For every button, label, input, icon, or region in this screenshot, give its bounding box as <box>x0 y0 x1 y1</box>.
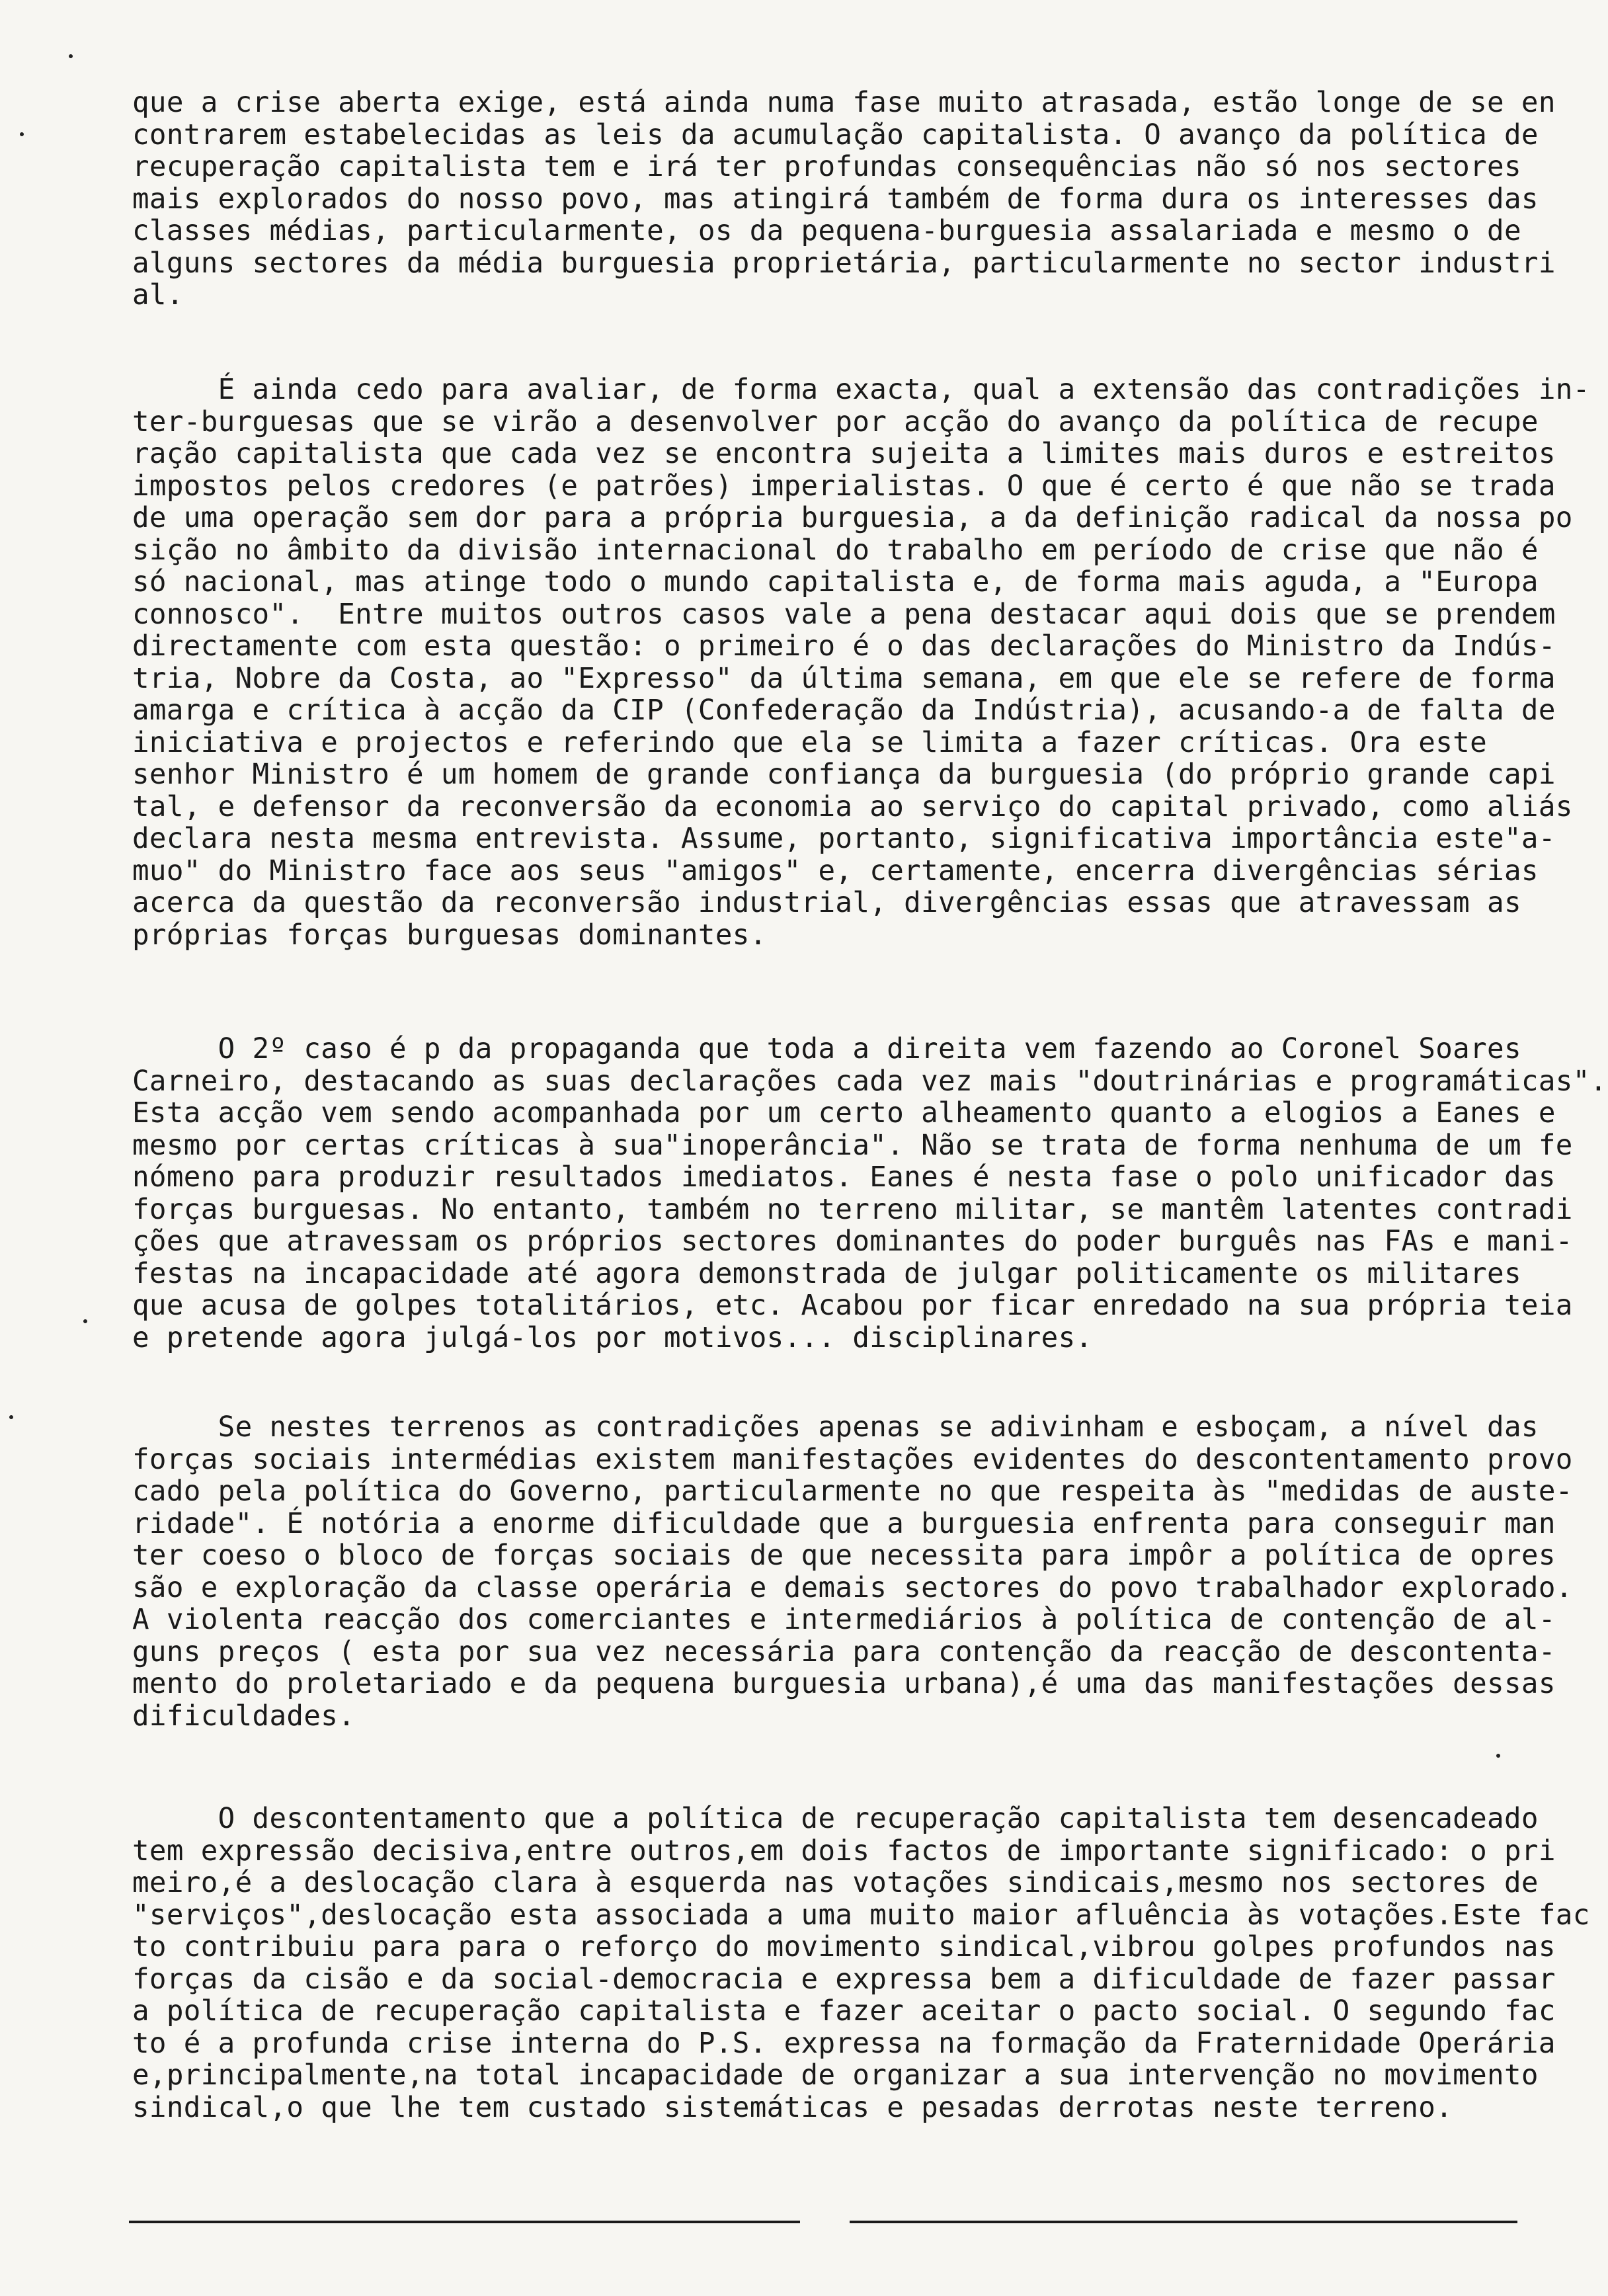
scan-speck <box>83 1319 87 1323</box>
text-line: to contribuiu para para o reforço do movimento sindical,vibrou golpes profundos nas <box>132 1931 1556 1963</box>
text-line: próprias forças burguesas dominantes. <box>132 919 767 952</box>
scan-speck <box>9 1415 13 1419</box>
text-line: ções que atravessam os próprios sectores dominantes do poder burguês nas FAs e mani- <box>132 1225 1573 1258</box>
paragraph-1 <box>132 87 1556 312</box>
text-line: a política de recuperação capitalista e fazer aceitar o pacto social. O segundo fac <box>132 1995 1556 2028</box>
text-line: tria, Nobre da Costa, ao "Expresso" da última semana, em que ele se refere de forma <box>132 662 1556 695</box>
text-line: Esta acção vem sendo acompanhada por um certo alheamento quanto a elogios a Eanes e <box>132 1097 1556 1129</box>
text-line: alguns sectores da média burguesia proprietária, particularmente no sector industri <box>132 247 1556 280</box>
text-line: nómeno para produzir resultados imediatos. Eanes é nesta fase o polo unificador das <box>132 1161 1556 1194</box>
text-line: forças burguesas. No entanto, também no terreno militar, se mantêm latentes contradi <box>132 1193 1573 1226</box>
text-line: de uma operação sem dor para a própria burguesia, a da definição radical da nossa po <box>132 502 1573 534</box>
text-line: cado pela política do Governo, particularmente no que respeita às "medidas de auste- <box>132 1475 1573 1508</box>
text-line: to é a profunda crise interna do P.S. expressa na formação da Fraternidade Operária <box>132 2027 1556 2060</box>
text-line: amarga e crítica à acção da CIP (Confederação da Indústria), acusando-a de falta de <box>132 694 1556 727</box>
text-line: sição no âmbito da divisão internacional do trabalho em período de crise que não é <box>132 534 1539 567</box>
text-line: ter-burguesas que se virão a desenvolver por acção do avanço da política de recupe <box>132 405 1539 438</box>
text-line: impostos pelos credores (e patrões) imperialistas. O que é certo é que não se trada <box>132 470 1556 503</box>
text-line: tem expressão decisiva,entre outros,em dois factos de importante significado: o pri <box>132 1834 1556 1867</box>
text-line: guns preços ( esta por sua vez necessária para contenção da reacção de descontenta- <box>132 1635 1556 1668</box>
text-line: forças sociais intermédias existem manifestações evidentes do descontentamento provo <box>132 1443 1573 1476</box>
scan-speck <box>69 54 73 58</box>
text-line: directamente com esta questão: o primeiro é o das declarações do Ministro da Indús- <box>132 630 1556 663</box>
text-line: mais explorados do nosso povo, mas atingirá também de forma dura os interesses das <box>132 183 1539 216</box>
closing-rule-left <box>129 2221 800 2223</box>
text-line: festas na incapacidade até agora demonstrada de julgar politicamente os militares <box>132 1257 1521 1290</box>
text-line: Carneiro, destacando as suas declarações cada vez mais "doutrinárias e programáticas". <box>132 1065 1607 1098</box>
text-line: recuperação capitalista tem e irá ter profundas consequências não só nos sectores <box>132 151 1521 183</box>
paragraph-2 <box>132 374 1590 952</box>
text-line: O descontentamento que a política de recuperação capitalista tem desencadeado <box>132 1803 1539 1835</box>
scan-speck <box>1496 1754 1500 1758</box>
text-line: que a crise aberta exige, está ainda numa fase muito atrasada, estão longe de se en <box>132 87 1556 119</box>
text-line: senhor Ministro é um homem de grande confiança da burguesia (do próprio grande capi <box>132 758 1556 791</box>
text-line: acerca da questão da reconversão industrial, divergências essas que atravessam as <box>132 887 1521 919</box>
text-line: e,principalmente,na total incapacidade de organizar a sua intervenção no movimento <box>132 2059 1539 2092</box>
paragraph-3 <box>132 1033 1607 1354</box>
text-line: declara nesta mesma entrevista. Assume, portanto, significativa importância este"a- <box>132 823 1556 855</box>
text-line: classes médias, particularmente, os da pequena-burguesia assalariada e mesmo o de <box>132 215 1521 247</box>
text-line: al. <box>132 279 184 311</box>
paragraph-4 <box>132 1411 1573 1733</box>
text-line: tal, e defensor da reconversão da economia ao serviço do capital privado, como aliás <box>132 790 1573 823</box>
text-line: meiro,é a deslocação clara à esquerda nas votações sindicais,mesmo nos sectores de <box>132 1867 1539 1899</box>
text-line: mesmo por certas críticas à sua"inoperância". Não se trata de forma nenhuma de um fe <box>132 1129 1573 1162</box>
text-line: "serviços",deslocação esta associada a uma muito maior afluência às votações.Este fac <box>132 1899 1590 1932</box>
text-line: e pretende agora julgá-los por motivos... disciplinares. <box>132 1321 1093 1354</box>
text-line: muo" do Ministro face aos seus "amigos" e, certamente, encerra divergências sérias <box>132 854 1539 887</box>
text-line: contrarem estabelecidas as leis da acumulação capitalista. O avanço da política de <box>132 118 1539 151</box>
text-line: só nacional, mas atinge todo o mundo capitalista e, de forma mais aguda, a "Europa <box>132 566 1539 598</box>
text-line: que acusa de golpes totalitários, etc. Acabou por ficar enredado na sua própria teia <box>132 1290 1573 1322</box>
text-line: sindical,o que lhe tem custado sistemáticas e pesadas derrotas neste terreno. <box>132 2091 1453 2124</box>
paragraph-5 <box>132 1803 1590 2124</box>
text-line: mento do proletariado e da pequena burguesia urbana),é uma das manifestações dessas <box>132 1668 1556 1700</box>
text-line: são e exploração da classe operária e demais sectores do povo trabalhador explorado. <box>132 1571 1573 1604</box>
text-line: ter coeso o bloco de forças sociais de que necessita para impôr a política de opres <box>132 1539 1556 1572</box>
text-line: Se nestes terrenos as contradições apenas se adivinham e esboçam, a nível das <box>132 1411 1539 1444</box>
text-line: ridade". É notória a enorme dificuldade que a burguesia enfrenta para conseguir man <box>132 1507 1556 1540</box>
text-line: A violenta reacção dos comerciantes e intermediários à política de contenção de al- <box>132 1604 1556 1636</box>
text-line: ração capitalista que cada vez se encontra sujeita a limites mais duros e estreitos <box>132 438 1556 470</box>
text-line: É ainda cedo para avaliar, de forma exacta, qual a extensão das contradições in- <box>132 374 1590 406</box>
text-line: O 2º caso é p da propaganda que toda a direita vem fazendo ao Coronel Soares <box>132 1033 1521 1065</box>
closing-rule-right <box>850 2221 1517 2223</box>
text-line: iniciativa e projectos e referindo que ela se limita a fazer críticas. Ora este <box>132 726 1488 759</box>
scan-speck <box>20 132 24 136</box>
text-line: connosco". Entre muitos outros casos vale a pena destacar aqui dois que se prendem <box>132 598 1556 631</box>
text-line: forças da cisão e da social-democracia e expressa bem a dificuldade de fazer passar <box>132 1963 1556 1996</box>
text-line: dificuldades. <box>132 1700 356 1733</box>
